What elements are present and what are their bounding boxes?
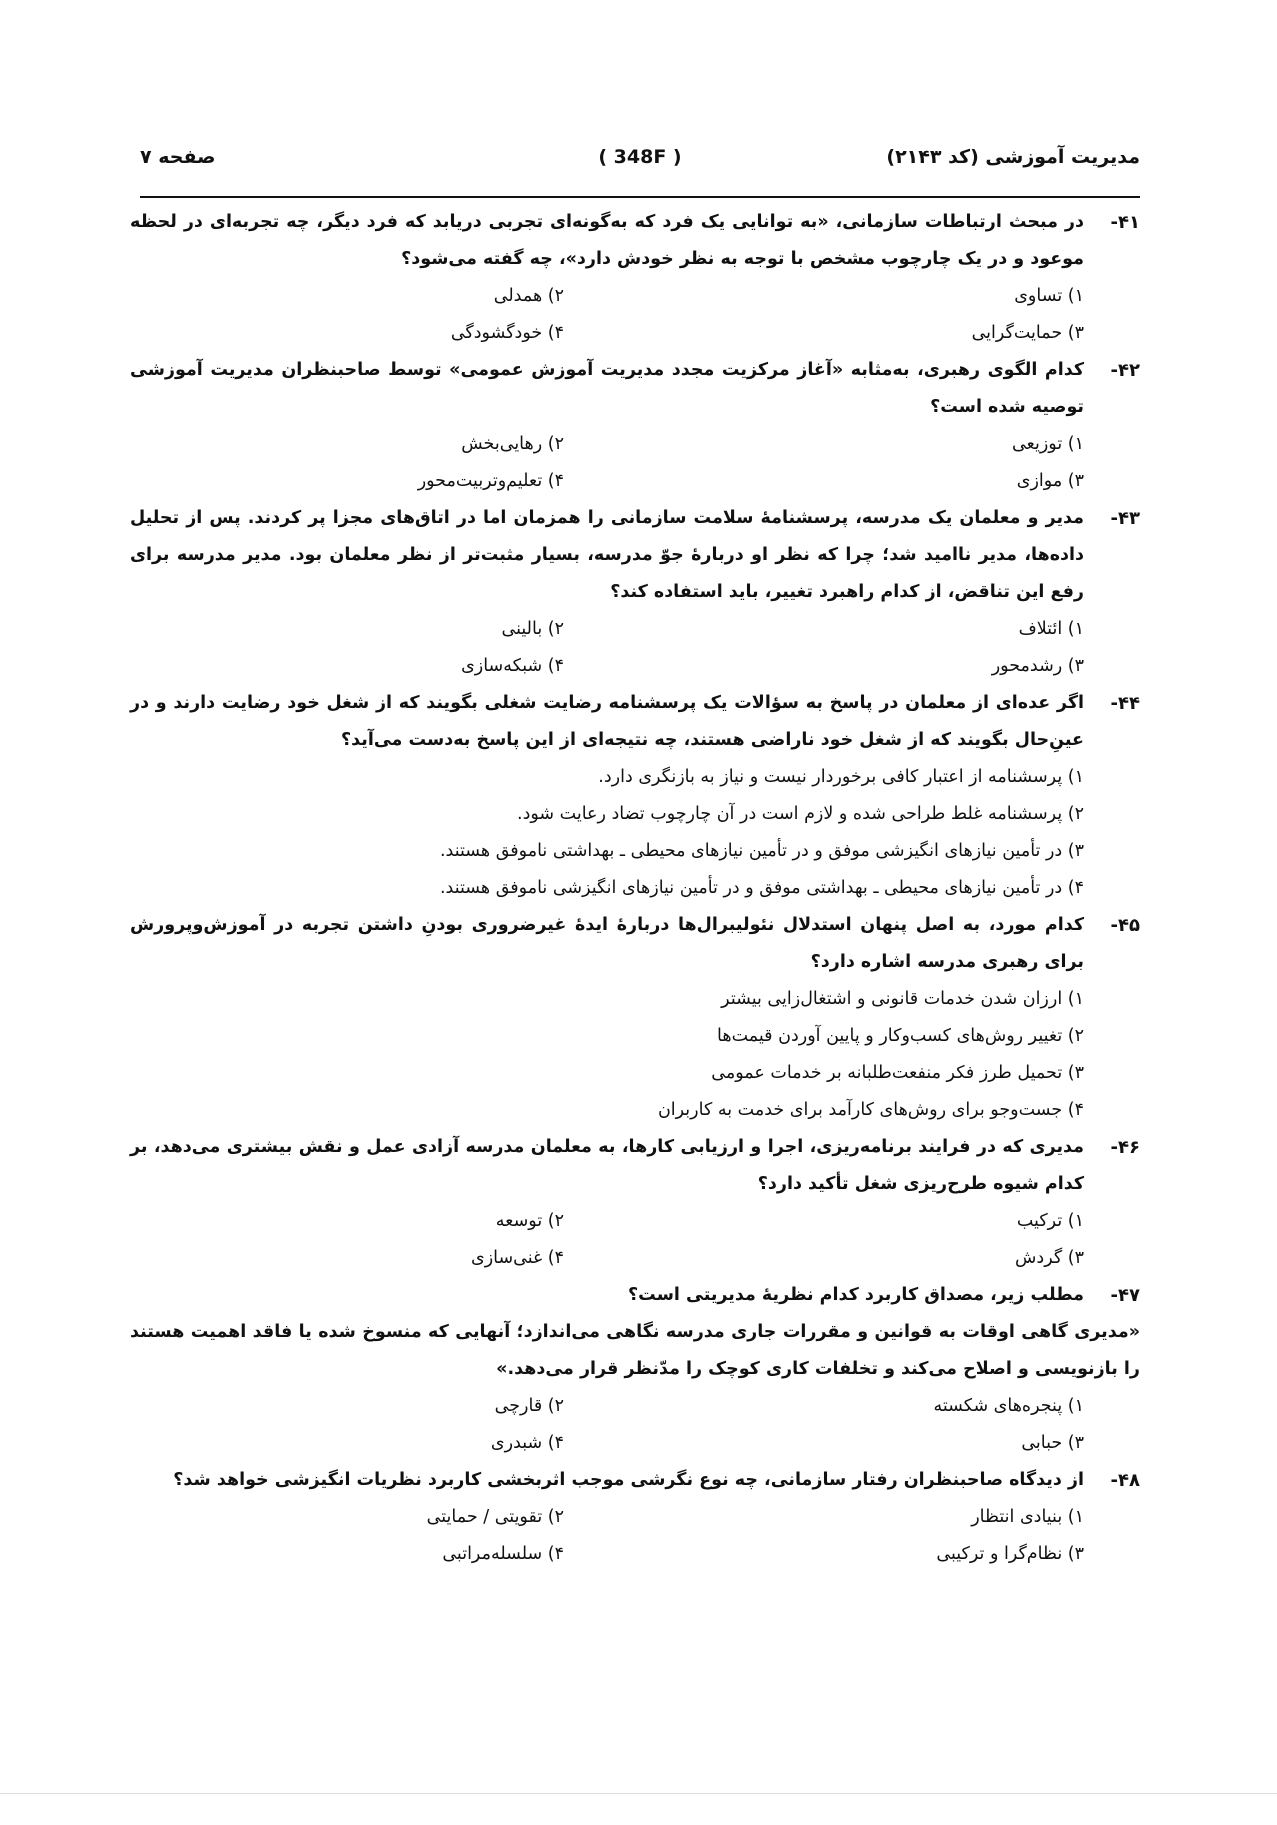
option-3: ۳) تحمیل طرز فکر منفعت‌طلبانه بر خدمات عمومی <box>711 1063 1084 1083</box>
header-divider <box>140 196 1140 198</box>
questions-list <box>130 204 1140 1573</box>
option-1: ۱) ترکیب <box>1016 1211 1084 1231</box>
options-grid <box>130 611 1084 685</box>
booklet-code: ( 348F ) <box>598 146 682 168</box>
question-text: مدیر و معلمان یک مدرسه، پرسشنامهٔ سلامت سازمانی را همزمان اما در اتاق‌های مجزا پر کردند. پس از تحلیل داده‌ها، مدیر ناامید شد؛ چرا که نظر او دربارهٔ جوّ مدرسه، بسیار مثبت‌تر از نظر معلمان بود. مدیر مدرسه برای رفع این تناقض، از کدام راهبرد تغییر، باید استفاده کند؟ <box>130 508 1084 602</box>
option-2: ۲) تقویتی / حمایتی <box>426 1507 564 1527</box>
question-41 <box>130 204 1140 352</box>
question-number: ۴۳- <box>1110 508 1140 529</box>
option-4: ۴) تعلیم‌وتربیت‌محور <box>417 471 564 491</box>
option-3: ۳) حبابی <box>1021 1433 1084 1453</box>
option-2: ۲) رهایی‌بخش <box>461 434 564 454</box>
question-text: کدام الگوی رهبری، به‌مثابه «آغاز مرکزیت مجدد مدیریت آموزش عمومی» توسط صاحبنظران مدیریت آموزشی توصیه شده است؟ <box>130 360 1084 417</box>
options-grid <box>130 1499 1084 1573</box>
question-number: ۴۷- <box>1110 1285 1140 1306</box>
question-text: در مبحث ارتباطات سازمانی، «به توانایی یک فرد که به‌گونه‌ای تجربی دریابد که فرد دیگر، چه تجربه‌ای در لحظه موعود و در یک چارچوب مشخص با توجه به نظر خودش دارد»، چه گفته می‌شود؟ <box>130 212 1084 269</box>
option-2: ۲) تغییر روش‌های کسب‌وکار و پایین آوردن قیمت‌ها <box>717 1026 1084 1046</box>
options-grid <box>130 426 1084 500</box>
question-44 <box>130 685 1140 907</box>
options-grid <box>130 278 1084 352</box>
question-text: اگر عده‌ای از معلمان در پاسخ به سؤالات یک پرسشنامه رضایت شغلی بگویند که از شغل خود رضایت دارند و در عینِ‌حال بگویند که از شغل خود ناراضی هستند، چه نتیجه‌ای از این پاسخ به‌دست می‌آید؟ <box>130 693 1084 750</box>
option-1: ۱) توزیعی <box>1011 434 1084 454</box>
option-1: ۱) پرسشنامه از اعتبار کافی برخوردار نیست و نیاز به بازنگری دارد. <box>598 767 1084 787</box>
question-number: ۴۸- <box>1110 1470 1140 1491</box>
question-number: ۴۴- <box>1110 693 1140 714</box>
option-4: ۴) شبدری <box>490 1433 564 1453</box>
question-text: کدام مورد، به اصل پنهان استدلال نئولیبرال‌ها دربارهٔ ایدهٔ غیرضروری بودنِ داشتن تجربه در آموزش‌وپرورش برای رهبری مدرسه اشاره دارد؟ <box>130 915 1084 972</box>
option-1: ۱) ائتلاف <box>1018 619 1084 639</box>
option-2: ۲) همدلی <box>493 286 564 306</box>
option-2: ۲) بالینی <box>501 619 564 639</box>
question-42 <box>130 352 1140 500</box>
option-4: ۴) جست‌وجو برای روش‌های کارآمد برای خدمت به کاربران <box>657 1100 1084 1120</box>
option-3: ۳) حمایت‌گرایی <box>971 323 1084 343</box>
question-number: ۴۱- <box>1110 212 1140 233</box>
option-4: ۴) خودگشودگی <box>450 323 564 343</box>
options-grid <box>130 1388 1084 1462</box>
option-2: ۲) توسعه <box>495 1211 564 1231</box>
exam-title: مدیریت آموزشی (کد ۲۱۴۳) <box>886 146 1140 168</box>
quoted-passage: «مدیری گاهی اوقات به قوانین و مقررات جاری مدرسه نگاهی می‌اندازد؛ آنهایی که منسوخ شده یا فاقد اهمیت هستند را بازنویسی و اصلاح می‌کند و تخلفات کاری کوچک را مدّنظر قرار می‌دهد.» <box>130 1322 1140 1379</box>
option-1: ۱) ارزان شدن خدمات قانونی و اشتغال‌زایی بیشتر <box>721 989 1084 1009</box>
page-number: صفحه ۷ <box>140 146 216 168</box>
page-bottom-divider <box>0 1793 1277 1794</box>
question-number: ۴۶- <box>1110 1137 1140 1158</box>
option-4: ۴) در تأمین نیازهای محیطی ـ بهداشتی موفق و در تأمین نیازهای انگیزشی ناموفق هستند. <box>439 878 1084 898</box>
question-46 <box>130 1129 1140 1277</box>
option-3: ۳) نظام‌گرا و ترکیبی <box>936 1544 1084 1564</box>
option-2: ۲) قارچی <box>494 1396 564 1416</box>
options-list <box>130 759 1084 907</box>
options-list <box>130 981 1084 1129</box>
option-4: ۴) شبکه‌سازی <box>461 656 564 676</box>
page-header <box>140 146 1140 186</box>
option-4: ۴) سلسله‌مراتبی <box>442 1544 564 1564</box>
question-text: مطلب زیر، مصداق کاربرد کدام نظریهٔ مدیریتی است؟ <box>628 1285 1084 1305</box>
question-number: ۴۲- <box>1110 360 1140 381</box>
option-4: ۴) غنی‌سازی <box>471 1248 564 1268</box>
option-1: ۱) بنیادی انتظار <box>971 1507 1084 1527</box>
option-3: ۳) رشدمحور <box>991 656 1084 676</box>
question-number: ۴۵- <box>1110 915 1140 936</box>
question-43 <box>130 500 1140 685</box>
question-text: مدیری که در فرایند برنامه‌ریزی، اجرا و ارزیابی کارها، به معلمان مدرسه آزادی عمل و نقش بیشتری می‌دهد، بر کدام شیوه طرح‌ریزی شغل تأکید دارد؟ <box>130 1137 1084 1194</box>
options-grid <box>130 1203 1084 1277</box>
question-text: از دیدگاه صاحبنظران رفتار سازمانی، چه نوع نگرشی موجب اثربخشی کاربرد نظریات انگیزشی خواهد شد؟ <box>173 1470 1084 1490</box>
option-2: ۲) پرسشنامه غلط طراحی شده و لازم است در آن چارچوب تضاد رعایت شود. <box>517 804 1084 824</box>
option-1: ۱) تساوی <box>1014 286 1084 306</box>
question-48 <box>130 1462 1140 1573</box>
option-3: ۳) گردش <box>1015 1248 1084 1268</box>
question-47 <box>130 1277 1140 1462</box>
option-1: ۱) پنجره‌های شکسته <box>933 1396 1084 1416</box>
option-3: ۳) در تأمین نیازهای انگیزشی موفق و در تأمین نیازهای محیطی ـ بهداشتی ناموفق هستند. <box>439 841 1084 861</box>
question-45 <box>130 907 1140 1129</box>
option-3: ۳) موازی <box>1016 471 1084 491</box>
